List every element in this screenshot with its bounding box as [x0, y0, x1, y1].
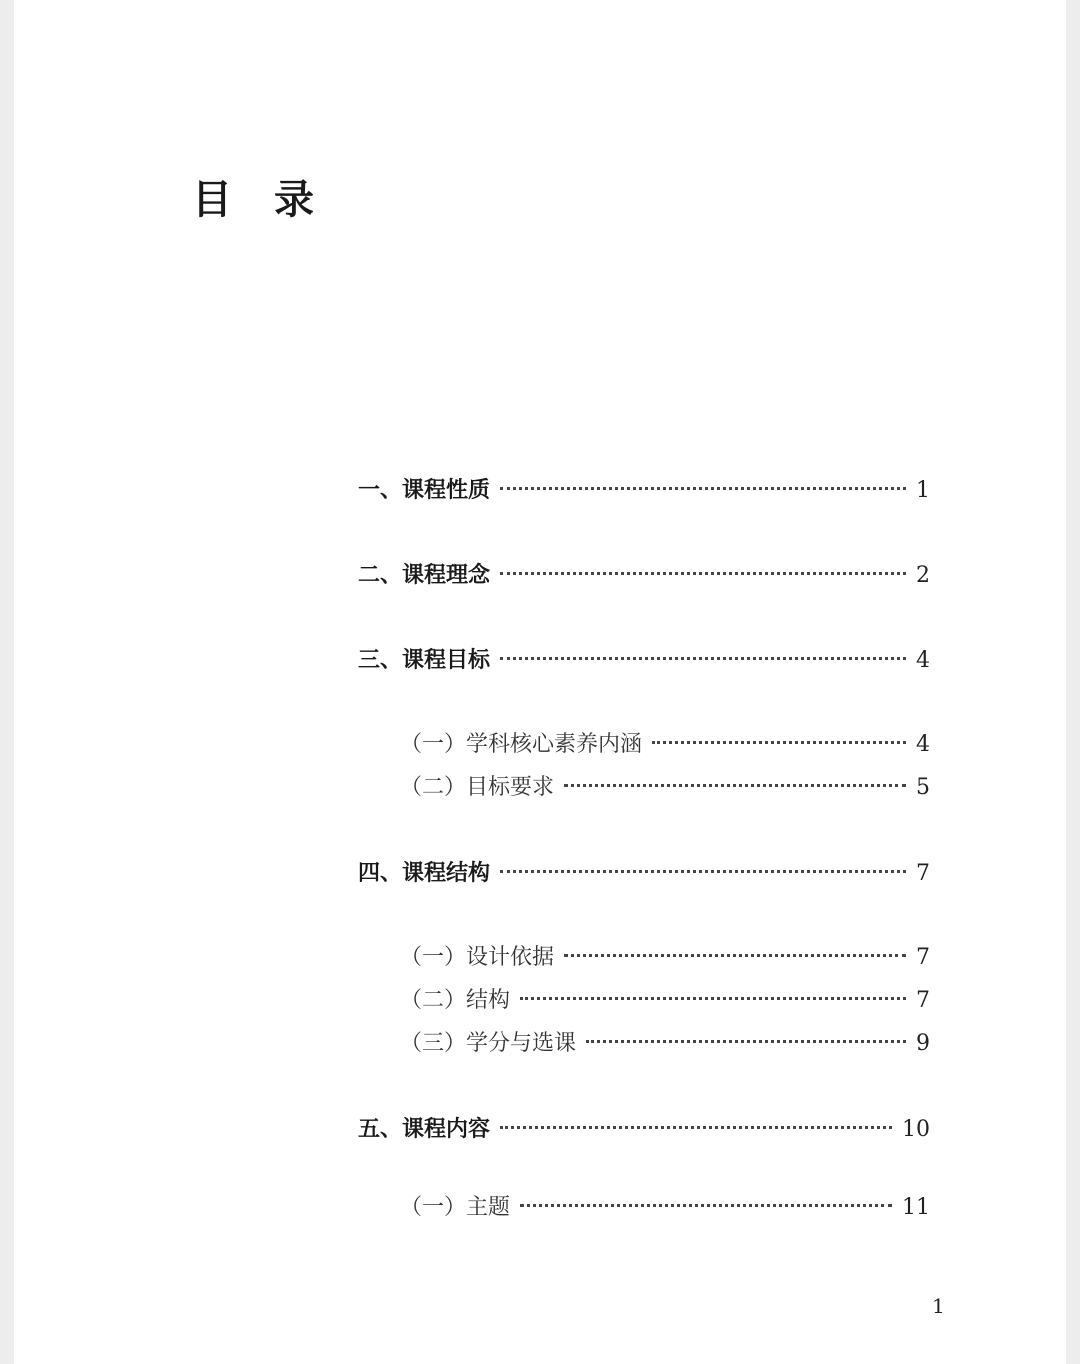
toc-entry-credits-selection[interactable] — [400, 1029, 930, 1059]
dot-leader — [500, 657, 906, 660]
toc-entry-course-structure[interactable] — [358, 858, 930, 889]
dot-leader — [564, 954, 906, 957]
toc-title: 目录 — [192, 176, 356, 223]
toc-entry-course-content[interactable] — [358, 1114, 930, 1145]
dot-leader — [500, 487, 906, 490]
toc-entry-page: 10 — [902, 1117, 930, 1142]
toc-entry-goal-requirements[interactable] — [400, 773, 930, 803]
toc-entry-course-nature[interactable] — [358, 475, 930, 506]
toc-entry-core-literacy[interactable] — [400, 730, 930, 760]
dot-leader — [652, 741, 906, 744]
toc-entry-label: 四、课程结构 — [358, 860, 491, 886]
toc-entry-course-philosophy[interactable] — [358, 560, 930, 591]
page-number: 1 — [932, 1294, 945, 1318]
toc-entry-label: （三）学分与选课 — [400, 1031, 577, 1056]
toc-entry-page: 7 — [916, 861, 930, 886]
toc-entry-label: （一）设计依据 — [400, 945, 555, 970]
toc-entry-page: 2 — [916, 563, 930, 588]
dot-leader — [520, 997, 906, 1000]
toc-entry-label: （二）结构 — [400, 988, 511, 1013]
toc-entry-label: 五、课程内容 — [358, 1116, 491, 1142]
toc-entry-structure[interactable] — [400, 986, 930, 1016]
dot-leader — [500, 1126, 892, 1129]
toc-entry-page: 7 — [916, 988, 930, 1013]
dot-leader — [586, 1040, 906, 1043]
toc-entry-label: 二、课程理念 — [358, 562, 491, 588]
dot-leader — [564, 784, 906, 787]
dot-leader — [500, 870, 906, 873]
toc-entry-design-basis[interactable] — [400, 943, 930, 973]
toc-entry-page: 5 — [916, 775, 930, 800]
toc-entry-course-goals[interactable] — [358, 645, 930, 676]
toc-entry-label: 三、课程目标 — [358, 647, 491, 673]
toc-entry-page: 11 — [902, 1195, 930, 1220]
toc-entry-page: 4 — [916, 648, 930, 673]
dot-leader — [520, 1204, 892, 1207]
toc-entry-label: （一）主题 — [400, 1195, 511, 1220]
toc-entry-label: 一、课程性质 — [358, 477, 491, 503]
toc-entry-page: 1 — [916, 478, 930, 503]
toc-entry-page: 7 — [916, 945, 930, 970]
toc-entry-label: （二）目标要求 — [400, 775, 555, 800]
toc-entry-label: （一）学科核心素养内涵 — [400, 732, 643, 757]
toc-entry-themes[interactable] — [400, 1193, 930, 1223]
document-page — [14, 0, 1066, 1364]
dot-leader — [500, 572, 906, 575]
toc-entry-page: 4 — [916, 732, 930, 757]
toc-entry-page: 9 — [916, 1031, 930, 1056]
